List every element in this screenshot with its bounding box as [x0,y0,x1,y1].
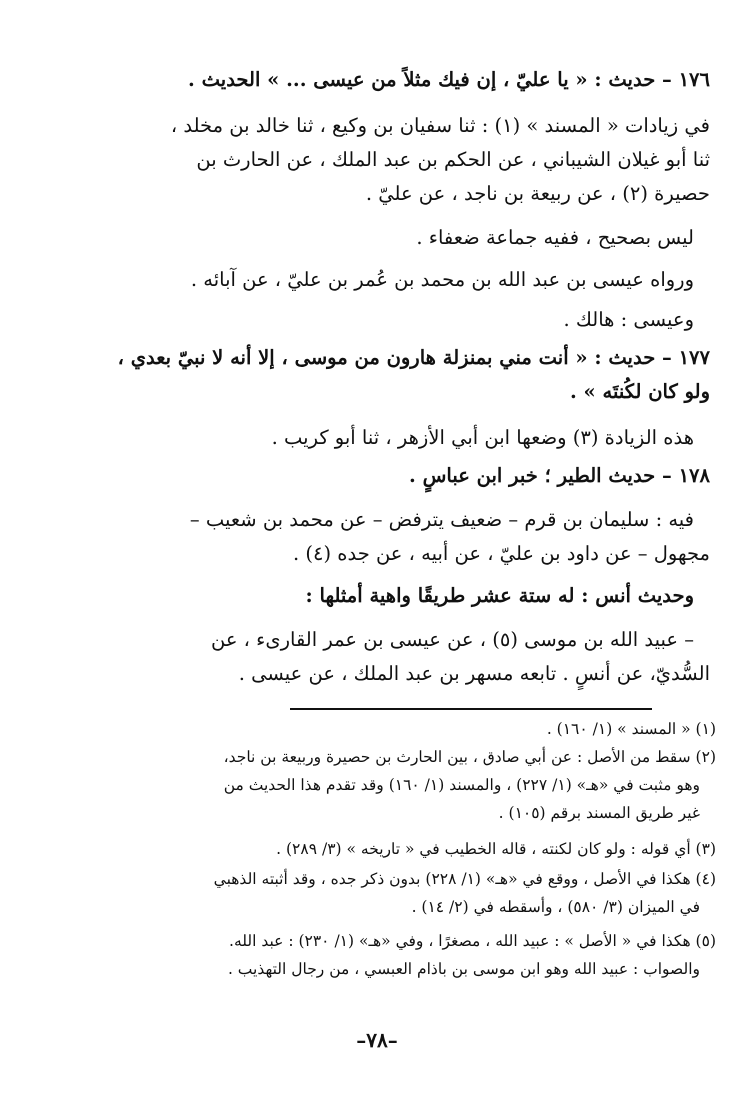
footnote-2: (٢) سقط من الأصل : عن أبي صادق ، بين الحارث بن حصيرة وربيعة بن ناجد، [223,748,716,766]
footnote-divider [290,708,652,710]
paragraph-line: ليس بصحيح ، ففيه جماعة ضعفاء . [416,226,694,249]
footnote-5: (٥) هكذا في « الأصل » : عبيد الله ، مصغرًا ، وفي «هـ» (١/ ٢٣٠) : عبد الله. [229,932,716,950]
page-number: –٧٨– [356,1028,398,1052]
footnote-1: (١) « المسند » (١/ ١٦٠) . [546,720,716,738]
footnote-4: (٤) هكذا في الأصل ، ووقع في «هـ» (١/ ٢٢٨) بدون ذكر جده ، وقد أثبته الذهبي [213,870,716,888]
footnote-5-cont: والصواب : عبيد الله وهو ابن موسى بن باذام العبسي ، من رجال التهذيب . [227,960,700,978]
footnote-4-cont: في الميزان (٣/ ٥٨٠) ، وأسقطه في (٢/ ١٤) . [411,898,700,916]
hadith-177-heading-cont: ولو كان لكُنتَه » . [569,380,710,403]
paragraph-line: مجهول – عن داود بن عليّ ، عن أبيه ، عن جده (٤) . [292,542,710,565]
paragraph-line: في زيادات « المسند » (١) : ثنا سفيان بن وكيع ، ثنا خالد بن مخلد ، [170,114,710,137]
paragraph-line: السُّديّ، عن أنسٍ . تابعه مسهر بن عبد الملك ، عن عيسى . [238,662,710,685]
paragraph-line: – عبيد الله بن موسى (٥) ، عن عيسى بن عمر القارىء ، عن [210,628,694,651]
footnote-2-cont: غير طريق المسند برقم (١٠٥) . [498,804,700,822]
paragraph-line: فيه : سليمان بن قرم – ضعيف يترفض – عن محمد بن شعيب – [189,508,694,531]
paragraph-line: ثنا أبو غيلان الشيباني ، عن الحكم بن عبد الملك ، عن الحارث بن [196,148,710,171]
hadith-176-heading: ١٧٦ – حديث : « يا عليّ ، إن فيك مثلاً من عيسى ... » الحديث . [188,68,710,91]
footnote-2-cont: وهو مثبت في «هـ» (١/ ٢٢٧) ، والمسند (١/ ١٦٠) وقد تقدم هذا الحديث من [223,776,700,794]
paragraph-line: وعيسى : هالك . [563,308,694,331]
hadith-178-heading: ١٧٨ – حديث الطير ؛ خبر ابن عباسٍ . [409,464,710,487]
footnote-3: (٣) أي قوله : ولو كان لكنته ، قاله الخطيب في « تاريخه » (٣/ ٢٨٩) . [276,840,716,858]
paragraph-line: حصيرة (٢) ، عن ربيعة بن ناجد ، عن عليّ . [365,182,710,205]
anas-hadith-line: وحديث أنس : له ستة عشر طريقًا واهية أمثلها : [305,584,694,607]
paragraph-line: ورواه عيسى بن عبد الله بن محمد بن عُمر بن عليّ ، عن آبائه . [190,268,694,291]
paragraph-line: هذه الزيادة (٣) وضعها ابن أبي الأزهر ، ثنا أبو كريب . [271,426,694,449]
hadith-177-heading: ١٧٧ – حديث : « أنت مني بمنزلة هارون من موسى ، إلا أنه لا نبيّ بعدي ، [117,346,710,369]
